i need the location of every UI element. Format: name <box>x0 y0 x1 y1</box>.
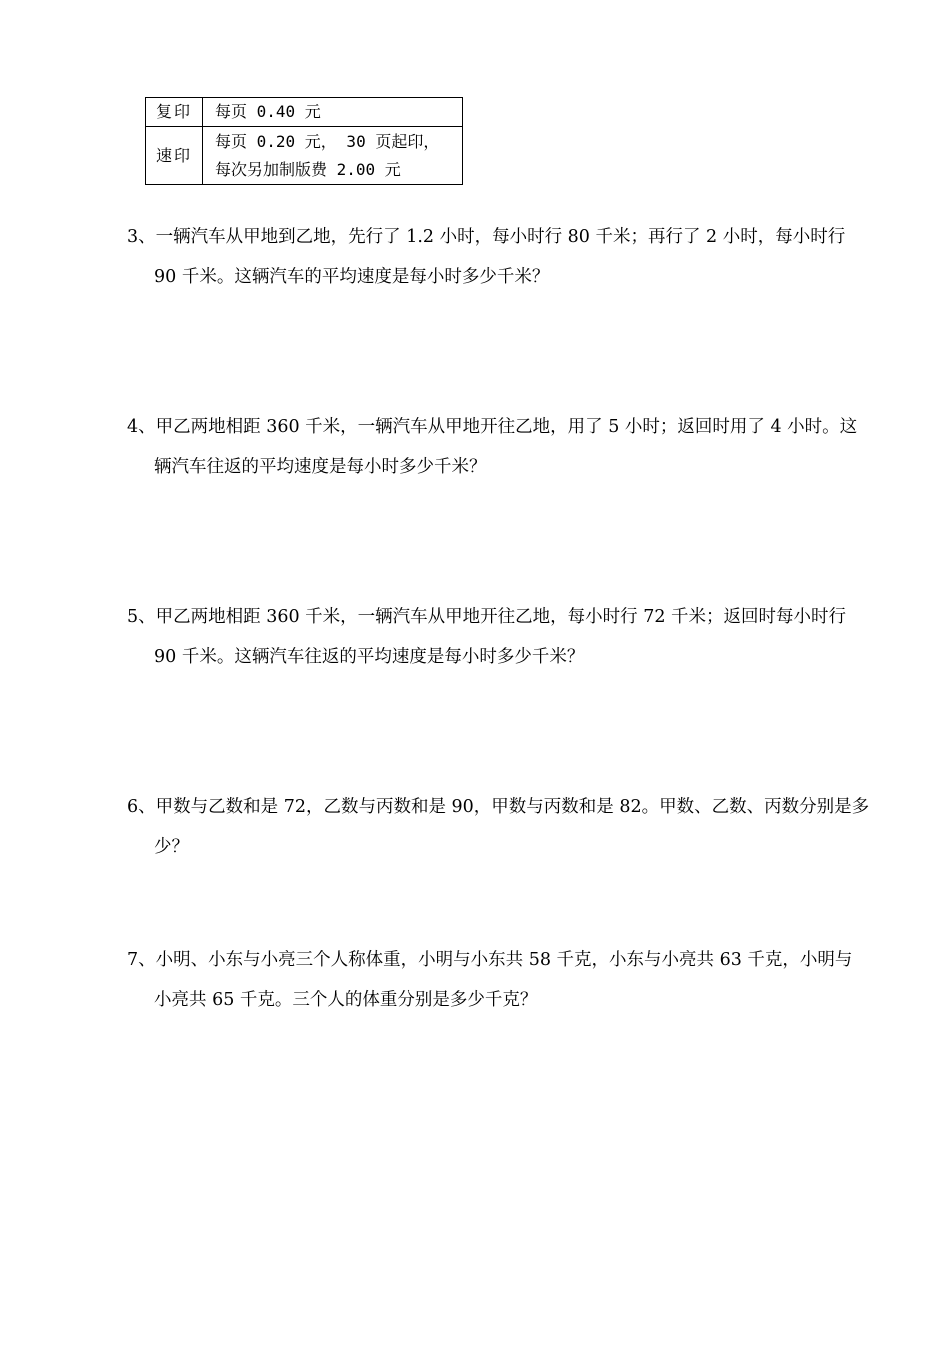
price-line: 每次另加制版费 2.00 元 <box>215 159 401 179</box>
question-4 <box>127 407 887 487</box>
table-row-fastprint <box>146 127 463 185</box>
question-text-line: 4、甲乙两地相距 360 千米，一辆汽车从甲地开往乙地，用了 5 小时；返回时用了 4 小时。这 <box>127 417 858 437</box>
price-line: 每页 0.20 元， 30 页起印， <box>215 131 440 151</box>
question-text-line: 小亮共 65 千克。三个人的体重分别是多少千克？ <box>154 990 538 1010</box>
question-text-line: 90 千米。这辆汽车的平均速度是每小时多少千米？ <box>154 267 550 287</box>
question-5 <box>127 597 887 677</box>
question-text-line: 5、甲乙两地相距 360 千米，一辆汽车从甲地开往乙地，每小时行 72 千米；返回时每小时行 <box>127 607 847 627</box>
question-3 <box>127 217 887 297</box>
table-cell-price <box>203 127 463 185</box>
question-text-line: 3、一辆汽车从甲地到乙地，先行了 1.2 小时，每小时行 80 千米；再行了 2 小时，每小时行 <box>127 227 846 247</box>
table-cell-label: 复印 <box>146 98 203 127</box>
question-7 <box>127 940 887 1020</box>
question-text-line: 90 千米。这辆汽车往返的平均速度是每小时多少千米？ <box>154 647 585 667</box>
question-text-line: 6、甲数与乙数和是 72，乙数与丙数和是 90，甲数与丙数和是 82。甲数、乙数、丙数分别是多 <box>127 797 870 817</box>
table-cell-label: 速印 <box>146 127 203 185</box>
question-text-line: 辆汽车往返的平均速度是每小时多少千米？ <box>154 457 487 477</box>
price-line: 每页 0.40 元 <box>215 102 321 121</box>
price-table <box>145 97 463 185</box>
table-cell-price <box>203 98 463 127</box>
question-text-line: 7、小明、小东与小亮三个人称体重，小明与小东共 58 千克，小东与小亮共 63 千克，小明与 <box>127 950 853 970</box>
question-6 <box>127 787 887 867</box>
question-text-line: 少？ <box>154 837 189 857</box>
table-row-copy <box>146 98 463 127</box>
